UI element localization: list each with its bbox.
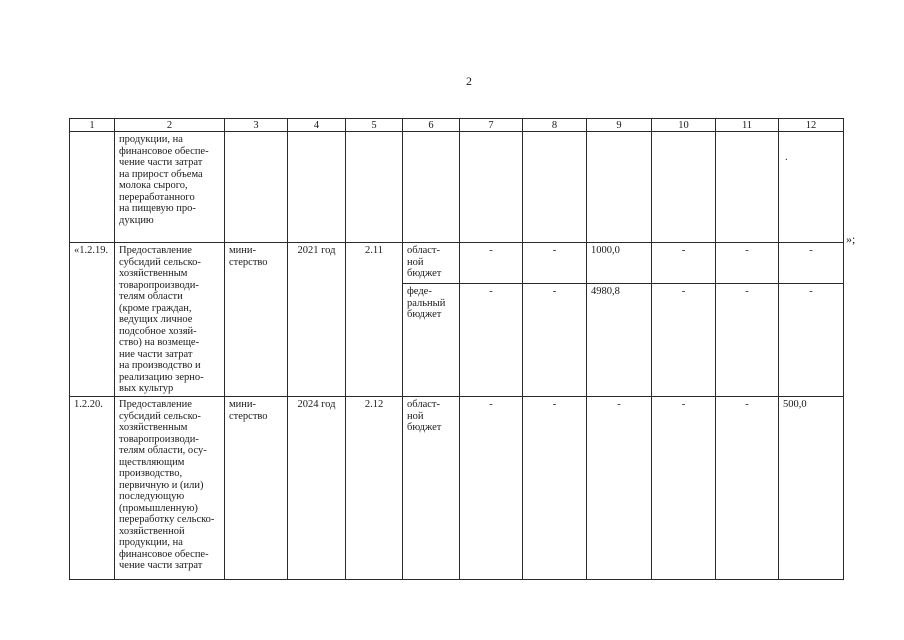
closing-quote-mark: »; (846, 232, 856, 246)
cell-col9 (587, 132, 652, 243)
cell-col12: - (779, 284, 844, 397)
header-cell: 12 (779, 119, 844, 132)
cell-description: Предоставление субсидий сельско- хозяйственным товаропроизводи- телям области (кроме граждан, ведущих личное подсобное хозяй- ство) на возмеще- ние части затрат на производство и реализацию зерно- вых культур (115, 243, 225, 397)
cell-code (346, 132, 403, 243)
header-cell: 1 (70, 119, 115, 132)
cell-col9: - (587, 397, 652, 580)
row-1220 (70, 397, 844, 580)
cell-col7: - (460, 284, 523, 397)
cell-num: «1.2.19. (70, 243, 115, 397)
header-cell: 7 (460, 119, 523, 132)
cell-col12: 500,0 (779, 397, 844, 580)
cell-source: феде- ральный бюджет (403, 284, 460, 397)
cell-col8: - (523, 284, 587, 397)
cell-col8 (523, 132, 587, 243)
cell-year: 2024 год (288, 397, 346, 580)
continuation-row (70, 132, 844, 243)
cell-num: 1.2.20. (70, 397, 115, 580)
cell-code: 2.12 (346, 397, 403, 580)
dot-mark: . (785, 152, 788, 163)
cell-source: област- ной бюджет (403, 397, 460, 580)
cell-col7 (460, 132, 523, 243)
header-cell: 11 (716, 119, 779, 132)
cell-col11: - (716, 397, 779, 580)
budget-table (69, 118, 844, 580)
cell-col10: - (652, 243, 716, 284)
cell-source: област- ной бюджет (403, 243, 460, 284)
cell-col11 (716, 132, 779, 243)
cell-source (403, 132, 460, 243)
cell-col12: - (779, 243, 844, 284)
cell-col7: - (460, 397, 523, 580)
cell-year: 2021 год (288, 243, 346, 397)
header-cell: 6 (403, 119, 460, 132)
header-cell: 5 (346, 119, 403, 132)
cell-executor (225, 132, 288, 243)
cell-col10 (652, 132, 716, 243)
cell-col10: - (652, 284, 716, 397)
page-number: 2 (466, 74, 472, 88)
cell-col9: 1000,0 (587, 243, 652, 284)
cell-executor: мини- стерство (225, 243, 288, 397)
cell-col8: - (523, 243, 587, 284)
cell-year (288, 132, 346, 243)
header-cell: 4 (288, 119, 346, 132)
cell-col12 (779, 132, 844, 243)
header-cell: 9 (587, 119, 652, 132)
row-1219-a (70, 243, 844, 284)
header-cell: 8 (523, 119, 587, 132)
cell-executor: мини- стерство (225, 397, 288, 580)
cell-col8: - (523, 397, 587, 580)
cell-col7: - (460, 243, 523, 284)
header-cell: 10 (652, 119, 716, 132)
header-row (70, 119, 844, 132)
cell-col11: - (716, 284, 779, 397)
cell-col9: 4980,8 (587, 284, 652, 397)
header-cell: 2 (115, 119, 225, 132)
cell-description: Предоставление субсидий сельско- хозяйственным товаропроизводи- телям области, осу- ществляющим производство, первичную и (или) последующую (промышленную) переработку сельско- хозяйственной продукции, на финансовое обеспе- чение части затрат (115, 397, 225, 580)
cell-code: 2.11 (346, 243, 403, 397)
cell-description: продукции, на финансовое обеспе- чение части затрат на прирост объема молока сырого, переработанного на пищевую про- дукцию (115, 132, 225, 243)
cell-col10: - (652, 397, 716, 580)
cell-num (70, 132, 115, 243)
header-cell: 3 (225, 119, 288, 132)
cell-col11: - (716, 243, 779, 284)
